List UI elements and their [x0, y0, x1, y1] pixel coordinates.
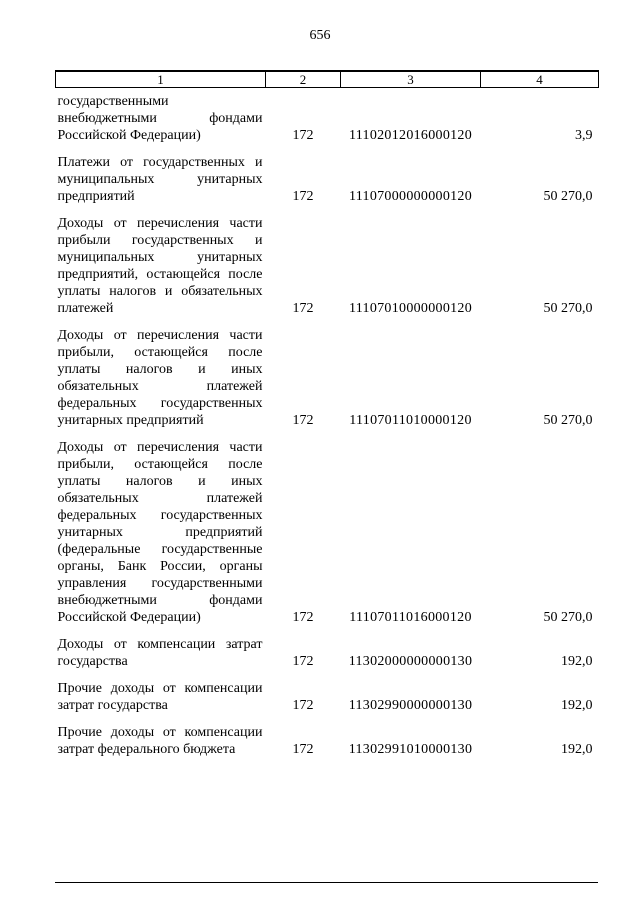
row-amount: 192,0 [561, 698, 593, 713]
page-number: 656 [309, 28, 331, 43]
row-amount: 50 270,0 [543, 610, 593, 625]
table-row [56, 429, 599, 626]
row-description: Прочие доходы от компенсации затрат государства [57, 681, 263, 713]
row-amount: 50 270,0 [543, 301, 593, 316]
table-body [56, 88, 599, 759]
row-kbk-code: 11302990000000130 [348, 698, 473, 713]
column-header-kbk-code: 3 [341, 71, 481, 88]
row-description: Доходы от перечисления части прибыли, остающейся после уплаты налогов и иных обязательных платежей федеральных государственных унитарных предприятий (федеральные государственные органы, Банк России, органы управления государственными внебюджетными фондами Российской Федерации) [57, 440, 263, 625]
row-amount: 3,9 [575, 128, 593, 143]
column-header-description: 1 [56, 71, 266, 88]
row-description: Доходы от перечисления части прибыли, остающейся после уплаты налогов и иных обязательных платежей федеральных государственных унитарных предприятий [57, 328, 263, 428]
table-row [56, 670, 599, 714]
row-kbk-code: 11102012016000120 [348, 128, 473, 143]
table-row [56, 144, 599, 205]
table-header-row [56, 71, 599, 88]
budget-table-container [55, 70, 598, 883]
row-description: Платежи от государственных и муниципальных унитарных предприятий [57, 155, 263, 204]
row-description: государственными внебюджетными фондами Российской Федерации) [57, 94, 263, 143]
row-kbk-code: 11302991010000130 [348, 742, 473, 757]
row-kbk-code: 11107010000000120 [348, 301, 473, 316]
table-row [56, 317, 599, 429]
row-admin-code: 172 [292, 698, 314, 713]
table-row [56, 626, 599, 670]
row-admin-code: 172 [292, 128, 314, 143]
column-header-admin-code: 2 [266, 71, 341, 88]
row-amount: 50 270,0 [543, 189, 593, 204]
row-description: Доходы от компенсации затрат государства [57, 637, 263, 669]
row-admin-code: 172 [292, 413, 314, 428]
row-kbk-code: 11107000000000120 [348, 189, 473, 204]
row-kbk-code: 11302000000000130 [348, 654, 473, 669]
row-admin-code: 172 [292, 654, 314, 669]
row-description: Доходы от перечисления части прибыли государственных и муниципальных унитарных предприятий, остающейся после уплаты налогов и обязательных платежей [57, 216, 263, 316]
table-row [56, 205, 599, 317]
row-admin-code: 172 [292, 610, 314, 625]
row-amount: 50 270,0 [543, 413, 593, 428]
row-admin-code: 172 [292, 301, 314, 316]
row-amount: 192,0 [561, 742, 593, 757]
budget-table [55, 70, 599, 758]
row-kbk-code: 11107011016000120 [349, 610, 472, 625]
table-row [56, 714, 599, 758]
row-description: Прочие доходы от компенсации затрат федерального бюджета [57, 725, 263, 757]
row-admin-code: 172 [292, 189, 314, 204]
column-header-amount: 4 [481, 71, 599, 88]
row-amount: 192,0 [561, 654, 593, 669]
row-kbk-code: 11107011010000120 [349, 413, 472, 428]
row-admin-code: 172 [292, 742, 314, 757]
table-row [56, 88, 599, 145]
